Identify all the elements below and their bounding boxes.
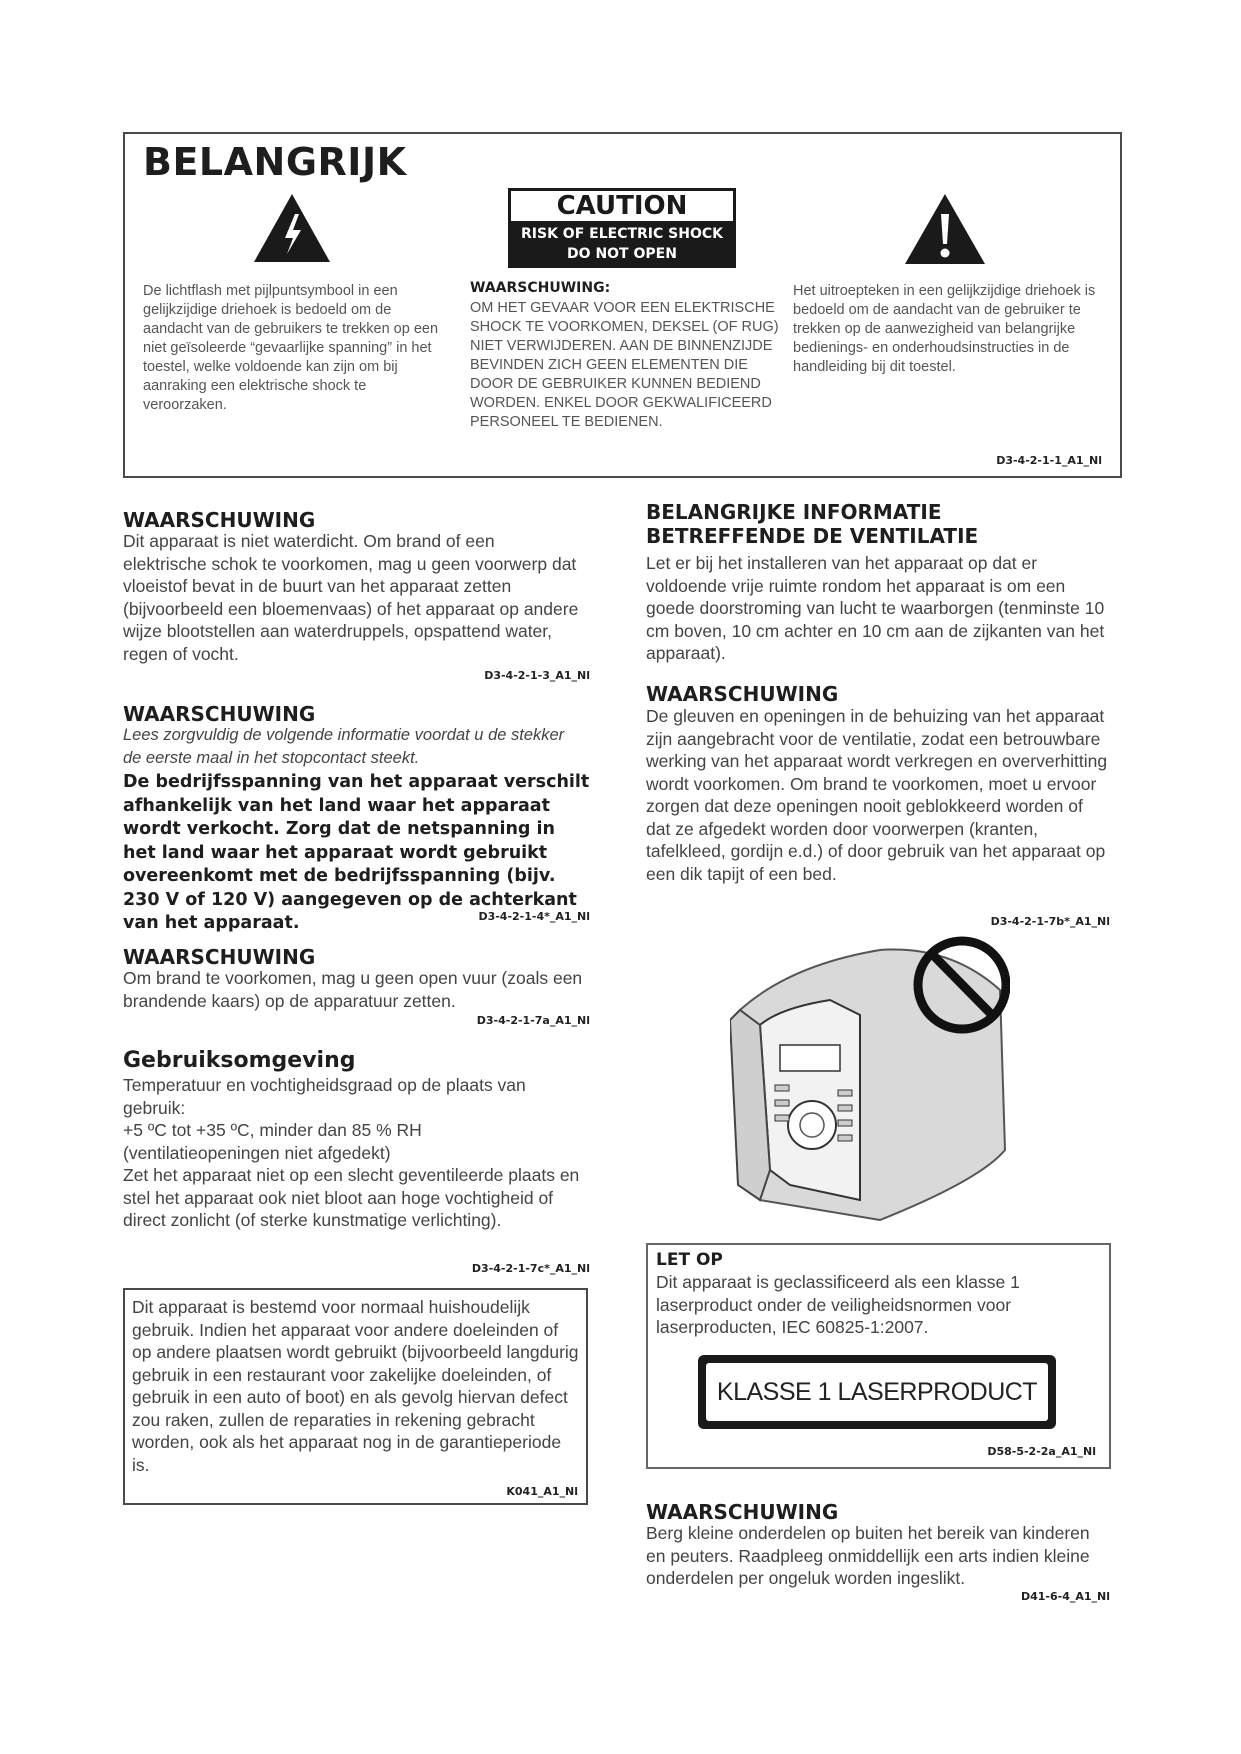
- section-text: [123, 1074, 583, 1232]
- environment-line-3: Zet het apparaat niet op een slecht geventileerde plaats en stel het apparaat ook niet bloot aan hoge vochtigheid of direct zonlicht (of sterke kunstmatige verlichting).: [123, 1165, 580, 1230]
- section-text: Om brand te voorkomen, mag u geen open vuur (zoals een brandende kaars) op de apparatuur zetten.: [123, 968, 583, 1011]
- environment-line-1: Temperatuur en vochtigheidsgraad op de plaats van gebruik:: [123, 1075, 526, 1118]
- page-title: BELANGRIJK: [143, 140, 407, 184]
- laser-heading: LET OP: [656, 1250, 723, 1270]
- caution-line2: DO NOT OPEN: [567, 246, 677, 262]
- section-text: Berg kleine onderdelen op buiten het bereik van kinderen en peuters. Raadpleeg onmiddellijk een arts indien kleine onderdelen per ongeluk worden ingeslikt.: [646, 1523, 1090, 1588]
- doc-code: D3-4-2-1-1_A1_Nl: [996, 454, 1102, 467]
- exclamation-warning-icon: [903, 192, 987, 266]
- section-italic-text: Lees zorgvuldig de volgende informatie voordat u de stekker de eerste maal in het stopcontact steekt.: [123, 726, 565, 767]
- section-heading: WAARSCHUWING: [123, 945, 316, 969]
- caution-label: [508, 188, 736, 268]
- section-heading: WAARSCHUWING: [123, 508, 316, 532]
- section-text: Let er bij het installeren van het apparaat op dat er voldoende vrije ruimte rondom het apparaat is om een goede doorstroming van lucht te waarborgen (tenminste 10 cm boven, 10 cm achter en 10 cm aan de zijkanten van het apparaat).: [646, 553, 1105, 663]
- doc-code: D41-6-4_A1_Nl: [1020, 1590, 1110, 1603]
- doc-code: D58-5-2-2a_A1_Nl: [987, 1445, 1096, 1458]
- section-text: Dit apparaat is niet waterdicht. Om brand of een elektrische schok te voorkomen, mag u geen voorwerp dat vloeistof bevat in de buurt van het apparaat zetten (bijvoorbeeld een bloemenvaas) of het apparaat op andere wijze blootstellen aan waterdruppels, opspattend water, regen of vocht.: [123, 531, 579, 664]
- household-use-text: Dit apparaat is bestemd voor normaal huishoudelijk gebruik. Indien het apparaat voor andere doeleinden of op andere plaatsen wordt gebruikt (bijvoorbeeld langdurig gebruik in een restaurant voor zakelijke doeleinden, of gebruik in een auto of boot) en als gevolg hiervan defect zou raken, zullen de reparaties in rekening gebracht worden, ook als het apparaat nog in de garantieperiode is.: [132, 1297, 579, 1475]
- doc-code: K041_A1_Nl: [506, 1485, 578, 1498]
- section-heading: BELANGRIJKE INFORMATIE BETREFFENDE DE VENTILATIE: [646, 500, 979, 548]
- warning-description: OM HET GEVAAR VOOR EEN ELEKTRISCHE SHOCK TE VOORKOMEN, DEKSEL (OF RUG) NIET VERWIJDEREN. AAN DE BINNENZIJDE BEVINDEN ZICH GEEN ELEMENTEN DIE DOOR DE GEBRUIKER KUNNEN BEDIEND WORDEN. ENKEL DOOR GEKWALIFICEERD PERSONEEL TE BEDIENEN.: [470, 300, 779, 430]
- warning-subheading: WAARSCHUWING:: [470, 280, 611, 296]
- lightning-description: De lichtflash met pijlpuntsymbool in een gelijkzijdige driehoek is bedoeld om de aandacht van de gebruikers te trekken op een niet geïsoleerde “gevaarlijke spanning” in het toestel, welke voldoende kan zijn om bij aanraking een elektrische shock te veroorzaken.: [143, 283, 439, 413]
- caution-title: CAUTION: [511, 191, 733, 221]
- laser-label: KLASSE 1 LASERPRODUCT: [706, 1363, 1048, 1421]
- doc-code: D3-4-2-1-3_A1_Nl: [484, 669, 590, 682]
- caution-line1: RISK OF ELECTRIC SHOCK: [521, 226, 723, 242]
- electric-shock-warning-icon: [252, 192, 332, 264]
- section-text: De gleuven en openingen in de behuizing van het apparaat zijn aangebracht voor de ventilatie, zodat een betrouwbare werking van het apparaat wordt verkregen en oververhitting wordt voorkomen. Om brand te voorkomen, moet u ervoor zorgen dat deze openingen nooit geblokkeerd worden of dat ze afgedekt worden door voorwerpen (kranten, tafelkleed, gordijn e.d.) of door gebruik van het apparaat op een dik tapijt of een bed.: [646, 706, 1108, 884]
- section-heading: WAARSCHUWING: [123, 702, 316, 726]
- doc-code: D3-4-2-1-7b*_A1_Nl: [990, 915, 1110, 928]
- laser-label-frame: [698, 1355, 1056, 1429]
- doc-code: D3-4-2-1-7c*_A1_Nl: [471, 1262, 590, 1275]
- doc-code: D3-4-2-1-7a_A1_Nl: [476, 1014, 590, 1027]
- section-bold-text: De bedrijfsspanning van het apparaat verschilt afhankelijk van het land waar het apparaat wordt verkocht. Zorg dat de netspanning in het land waar het apparaat wordt gebruikt overeenkomt met de bedrijfsspanning (bijv. 230 V of 120 V) aangegeven op de achterkant van het apparaat.: [123, 772, 590, 933]
- exclamation-description: Het uitroepteken in een gelijkzijdige driehoek is bedoeld om de aandacht van de gebruiker te trekken op de aanwezigheid van belangrijke bedienings- en onderhoudsinstructies in de handleiding bij dit toestel.: [793, 283, 1096, 375]
- section-heading: Gebruiksomgeving: [123, 1048, 356, 1073]
- covered-device-illustration: [730, 930, 1010, 1230]
- section-heading: WAARSCHUWING: [646, 682, 839, 706]
- laser-text: Dit apparaat is geclassificeerd als een klasse 1 laserproduct onder de veiligheidsnormen voor laserproducten, IEC 60825-1:2007.: [656, 1272, 1020, 1337]
- environment-line-2: +5 ºC tot +35 ºC, minder dan 85 % RH (ventilatieopeningen niet afgedekt): [123, 1120, 422, 1163]
- doc-code: D3-4-2-1-4*_A1_Nl: [478, 910, 590, 923]
- section-heading: WAARSCHUWING: [646, 1500, 839, 1524]
